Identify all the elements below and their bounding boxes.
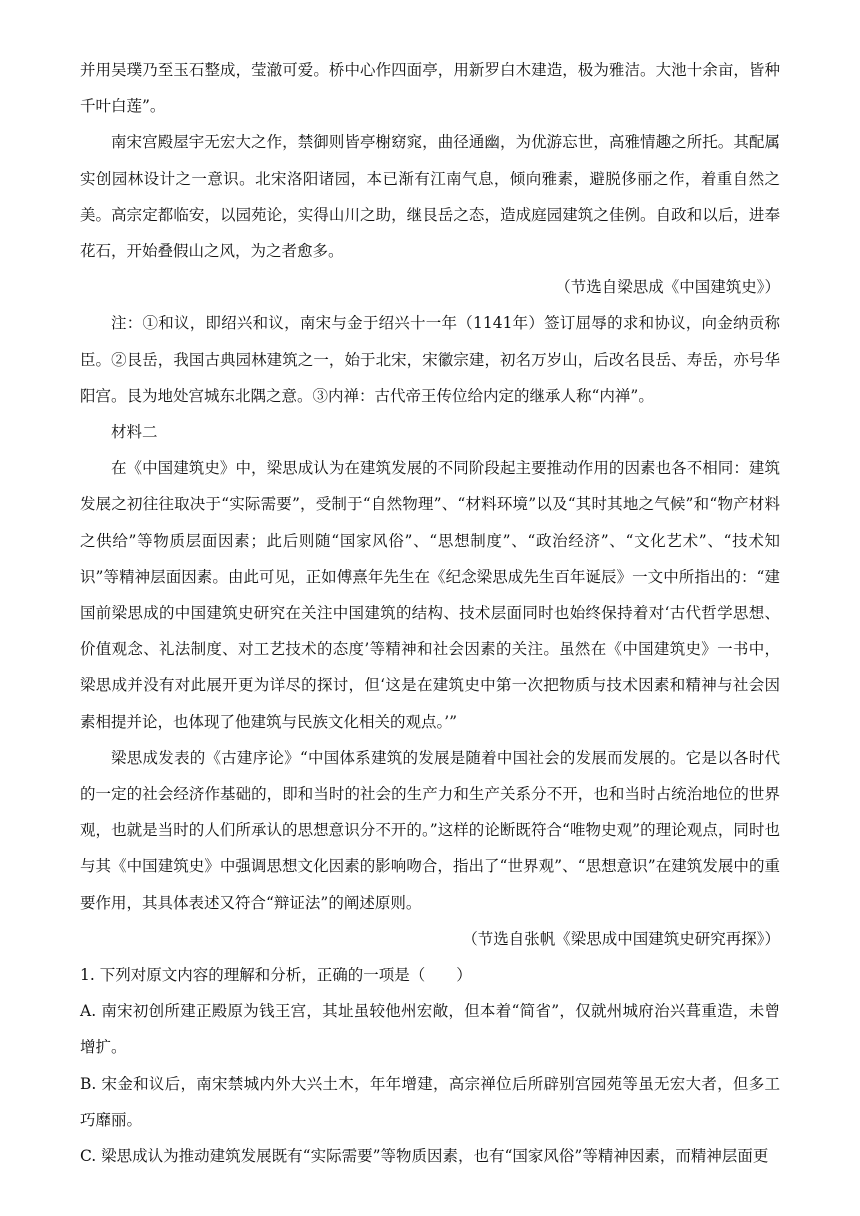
material-heading: 材料二 <box>111 423 158 442</box>
passage-paragraph: 在《中国建筑史》中，梁思成认为在建筑发展的不同阶段起主要推动作用的因素也各不相同：建筑发展之初往往取决于“实际需要”，受制于“自然物理”、“材料环境”以及“其时其地之气候”和“物产材料之供给”等物质层面因素；此后则随“国家风俗”、“思想制度”、“政治经济”、“文化艺术”、“技术知识”等精神层面因素。由此可见，正如傅熹年先生在《纪念梁思成先生百年诞辰》一文中所指出的：“建国前梁思成的中国建筑史研究在关注中国建筑的结构、技术层面同时也始终保持着对‘古代哲学思想、价值观念、礼法制度、对工艺技术的态度’等精神和社会因素的关注。虽然在《中国建筑史》一书中，梁思成并没有对此展开更为详尽的探讨，但‘这是在建筑史中第一次把物质与技术因素和精神与社会因素相提并论，也体现了他建筑与民族文化相关的观点。’” <box>80 459 780 731</box>
question-option-c: C. 梁思成认为推动建筑发展既有“实际需要”等物质因素，也有“国家风俗”等精神因素，而精神层面更 <box>80 1147 769 1166</box>
source-citation: （节选自张帆《梁思成中国建筑史研究再探》） <box>462 929 780 948</box>
annotation-notes: 注：①和议，即绍兴和议，南宋与金于绍兴十一年（1141年）签订屈辱的求和协议，向金纳贡称臣。②艮岳，我国古典园林建筑之一，始于北宋，宋徽宗建，初名万岁山，后改名艮岳、寿岳，亦号华阳宫。艮为地处宫城东北隅之意。③内禅：古代帝王传位给内定的继承人称“内禅”。 <box>80 314 780 405</box>
question-option-b: B. 宋金和议后，南宋禁城内外大兴土木，年年增建，高宗禅位后所辟别宫园苑等虽无宏大者，但多工巧靡丽。 <box>80 1074 780 1129</box>
question-stem: 1. 下列对原文内容的理解和分析，正确的一项是（ ） <box>80 966 472 985</box>
question-option-a: A. 南宋初创所建正殿原为钱王宫，其址虽较他州宏敞，但本着“简省”，仅就州城府治兴葺重造，未曾增扩。 <box>80 1002 780 1057</box>
text-body <box>80 52 780 1174</box>
passage-paragraph: 并用吴璞乃至玉石整成，莹澈可爱。桥中心作四面亭，用新罗白木建造，极为雅洁。大池十余亩，皆种千叶白莲”。 <box>80 61 780 116</box>
source-citation: （节选自梁思成《中国建筑史》） <box>555 278 780 297</box>
passage-paragraph: 梁思成发表的《古建序论》“中国体系建筑的发展是随着中国社会的发展而发展的。它是以各时代的一定的社会经济作基础的，即和当时的社会的生产力和生产关系分不开，也和当时占统治地位的世界观，也就是当时的人们所承认的思想意识分不开的。”这样的论断既符合“唯物史观”的理论观点，同时也与其《中国建筑史》中强调思想文化因素的影响吻合，指出了“世界观”、“思想意识”在建筑发展中的重要作用，其具体表述又符合“辩证法”的阐述原则。 <box>80 748 780 912</box>
passage-paragraph: 南宋宫殿屋宇无宏大之作，禁御则皆亭榭窈窕，曲径通幽，为优游忘世，高雅情趣之所托。其配属实创园林设计之一意识。北宋洛阳诸园，本已渐有江南气息，倾向雅素，避脱侈丽之作，着重自然之美。高宗定都临安，以园苑论，实得山川之助，继艮岳之态，造成庭园建筑之佳例。自政和以后，进奉花石，开始叠假山之风，为之者愈多。 <box>80 133 780 261</box>
